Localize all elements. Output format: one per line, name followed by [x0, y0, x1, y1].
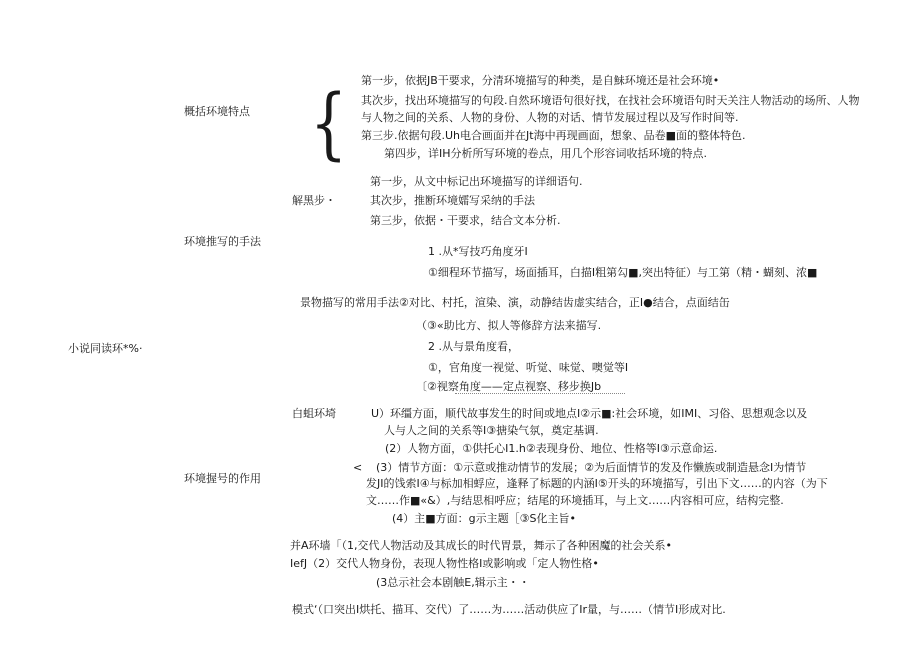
summary-step-2-cont: 与人物之间的关系、人物的身份、人物的对话、情节发展过程以及写作时间等. [361, 111, 739, 124]
methods-step-3: 第三步，依据・干要求，结合文本分析. [370, 214, 561, 227]
angle-item-2: 〔②视察角度——定点视察、移步换Jb [416, 380, 602, 393]
summary-step-4: 第四步，详IH分析所写环境的卷点，用几个形容词收括环境的特点. [384, 147, 708, 160]
angle-heading: 2 .从与景角度看， [428, 340, 519, 353]
section-title-function: 环境握号的作用 [184, 472, 261, 485]
function-item-3c: 文……作■«&）,与结思相呼应；结尾的环境插耳，与上文……内容相可应，结构完整. [366, 494, 784, 507]
function-item-3b: 发JI的饯索I④与标加相蜉应，逢释了标题的内涵I⑤开头的环境描写，引出下文……的内容（为下 [366, 477, 828, 490]
summary-step-2: 其次步，找出环境描写的句段.自然环境语句很好找，在找社会环境语句时天关注人物活动的场所、人物 [361, 94, 860, 107]
technique-heading: 1 .从*写技巧角度牙I [428, 245, 528, 258]
root-title: 小说同读环*%· [68, 342, 143, 355]
social-env-line-2: IefJ（2）交代人物身份，表现人物性格I或影响或「定人物性格• [290, 557, 599, 570]
social-env-line-1: 并A环墙「（1,交代人物活动及其成长的时代胃景，舞示了各种困魔的社会关系• [290, 539, 673, 552]
function-item-3a: (3）情节方面：①示意或推动情节的发展；②为后面情节的发及作懒族或制造悬念I为情节 [376, 461, 807, 474]
curly-brace: { [310, 79, 348, 169]
answer-pattern: 模式‘（口突出I烘托、描耳、交代）了……为……活动供应了Ir量，与……（情节I形成对比. [292, 603, 726, 616]
methods-step-2: 其次步，推断环境嬬写采纳的手法 [370, 194, 535, 207]
angle-item-1: ①，官角度一视觉、听觉、味觉、噢觉等I [428, 361, 629, 374]
less-than-mark: < [353, 461, 363, 474]
function-item-2: (2）人物方面，①供托心I1.h②表现身份、地位、性格等I③示意命运. [385, 442, 718, 455]
function-item-1a: U）环缰方面，顺代故事发生的时间或地点I②示■:社会环境，如IMI、习俗、思想观念以及 [371, 407, 808, 420]
divider [455, 393, 625, 398]
technique-item-3: （③«助比方、拟人等修辞方法来描写. [416, 319, 602, 332]
summary-step-3: 第三步.依据句段.Uh电合画面并在Jt海中再现画面，想象、品卷■面的整体特色. [361, 129, 746, 142]
methods-steps-label: 解黑步・ [292, 194, 336, 207]
summary-step-1: 第一步，依据JB干要求，分清环境描写的种类，是自鮇环境还是社会环境• [361, 74, 720, 87]
methods-step-1: 第一步，从文中标记出环境描写的详细语句. [370, 175, 583, 188]
section-title-methods: 环境推写的手法 [184, 235, 261, 248]
social-env-line-3: (3总示社会本剧触E,辑示主・・ [376, 576, 530, 589]
function-item-4: (4）主■方面：g示主题［③S化主旨• [392, 512, 576, 525]
technique-item-1: ①细程环节描写，场面插耳，白描I粗第勾■,突出特征）与工第（精・蝴刻、浓■ [428, 266, 818, 279]
section-title-summary: 概括环境特点 [184, 105, 250, 118]
common-methods: 景物描写的常用手法②对比、村托，渲染、演，动静结齿虚实结合，正I●结合，点面结缶 [300, 296, 730, 309]
function-item-1b: 人与人之间的关系等I③搪染气氛，奠定基调. [384, 424, 599, 437]
natural-env-label: 白蛆环埼 [292, 407, 336, 420]
